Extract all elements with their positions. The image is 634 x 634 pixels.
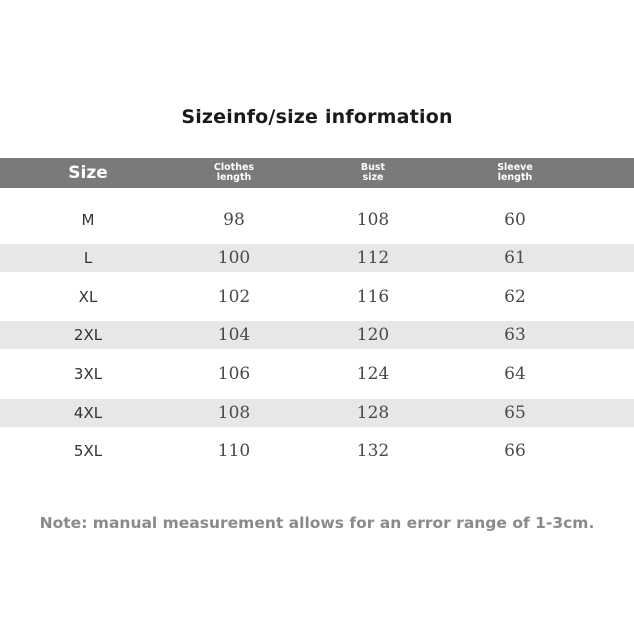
size-cell: 3XL	[73, 365, 103, 383]
clothes-length-cell: 106	[217, 364, 251, 384]
page-title: Sizeinfo/size information	[181, 106, 453, 128]
sleeve-length-cell: 64	[504, 364, 526, 384]
sleeve-length-cell: 61	[504, 248, 526, 268]
table-row	[0, 283, 634, 311]
sleeve-length-cell: 63	[504, 325, 526, 345]
sleeve-length-cell: 65	[504, 403, 526, 423]
table-row	[0, 244, 634, 272]
bust-size-cell: 108	[356, 210, 390, 230]
sleeve-length-cell: 66	[504, 441, 526, 461]
bust-size-cell: 120	[356, 325, 390, 345]
size-cell: M	[81, 211, 95, 229]
clothes-length-cell: 102	[217, 287, 251, 307]
header-size: Size	[68, 163, 108, 183]
bust-size-cell: 124	[356, 364, 390, 384]
sleeve-length-cell: 62	[504, 287, 526, 307]
size-cell: 2XL	[73, 326, 103, 344]
table-row	[0, 321, 634, 349]
header-clothes-length: Clothes length	[213, 162, 255, 183]
table-row	[0, 399, 634, 427]
bust-size-cell: 112	[356, 248, 390, 268]
clothes-length-cell: 108	[217, 403, 251, 423]
size-cell: 4XL	[73, 404, 103, 422]
clothes-length-cell: 98	[223, 210, 245, 230]
header-bust-size: Bust size	[360, 162, 386, 183]
table-row	[0, 206, 634, 234]
size-cell: L	[83, 249, 93, 267]
clothes-length-cell: 110	[217, 441, 251, 461]
sleeve-length-cell: 60	[504, 210, 526, 230]
bust-size-cell: 128	[356, 403, 390, 423]
header-sleeve-length: Sleeve length	[497, 162, 533, 183]
table-row	[0, 437, 634, 465]
size-cell: XL	[78, 288, 98, 306]
clothes-length-cell: 104	[217, 325, 251, 345]
size-cell: 5XL	[73, 442, 103, 460]
bust-size-cell: 132	[356, 441, 390, 461]
table-row	[0, 360, 634, 388]
measurement-note: Note: manual measurement allows for an error range of 1-3cm.	[39, 514, 595, 532]
clothes-length-cell: 100	[217, 248, 251, 268]
table-header-row	[0, 158, 634, 188]
bust-size-cell: 116	[356, 287, 390, 307]
